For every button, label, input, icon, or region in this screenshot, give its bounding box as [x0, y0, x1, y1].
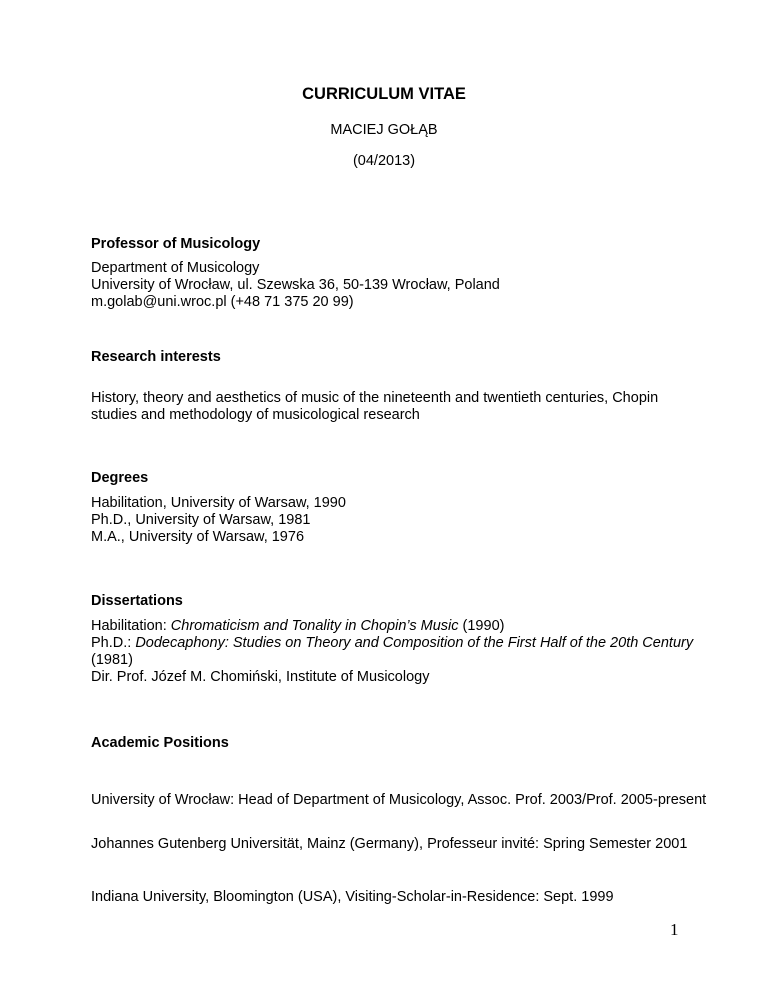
degrees-heading: Degrees — [91, 470, 149, 486]
phd-title: Dodecaphony: Studies on Theory and Composition of the First Half of the 20th Century — [135, 635, 694, 651]
degree-item: M.A., University of Warsaw, 1976 — [91, 529, 305, 545]
phd-dissertation — [91, 635, 721, 652]
document-date: (04/2013) — [352, 153, 416, 169]
academic-position-item: Indiana University, Bloomington (USA), Visiting-Scholar-in-Residence: Sept. 1999 — [91, 889, 614, 905]
author-name: MACIEJ GOŁĄB — [330, 122, 438, 138]
research-line: studies and methodology of musicological research — [91, 407, 420, 423]
research-heading: Research interests — [91, 349, 221, 365]
habilitation-title: Chromaticism and Tonality in Chopin’s Music — [170, 618, 459, 634]
academic-positions-heading: Academic Positions — [91, 735, 229, 751]
habilitation-year: (1990) — [458, 618, 505, 634]
research-line: History, theory and aesthetics of music of the nineteenth and twentieth centuries, Chopin — [91, 390, 659, 406]
degree-item: Ph.D., University of Warsaw, 1981 — [91, 512, 311, 528]
dissertation-director: Dir. Prof. Józef M. Chomiński, Institute of Musicology — [91, 669, 430, 685]
phd-year: (1981) — [91, 652, 133, 668]
position-line: University of Wrocław, ul. Szewska 36, 50-139 Wrocław, Poland — [91, 277, 500, 293]
habilitation-dissertation — [91, 618, 721, 635]
phd-label: Ph.D.: — [91, 635, 136, 651]
position-heading: Professor of Musicology — [91, 236, 261, 252]
contact-line: m.golab@uni.wroc.pl (+48 71 375 20 99) — [91, 294, 354, 310]
page-number: 1 — [670, 920, 679, 939]
academic-position-item: University of Wrocław: Head of Department of Musicology, Assoc. Prof. 2003/Prof. 2005-present — [91, 792, 707, 808]
academic-position-item: Johannes Gutenberg Universität, Mainz (Germany), Professeur invité: Spring Semester 2001 — [91, 836, 688, 852]
position-line: Department of Musicology — [91, 260, 260, 276]
habilitation-label: Habilitation: — [91, 618, 171, 634]
degree-item: Habilitation, University of Warsaw, 1990 — [91, 495, 346, 511]
document-title: CURRICULUM VITAE — [302, 85, 466, 103]
dissertations-heading: Dissertations — [91, 593, 183, 609]
